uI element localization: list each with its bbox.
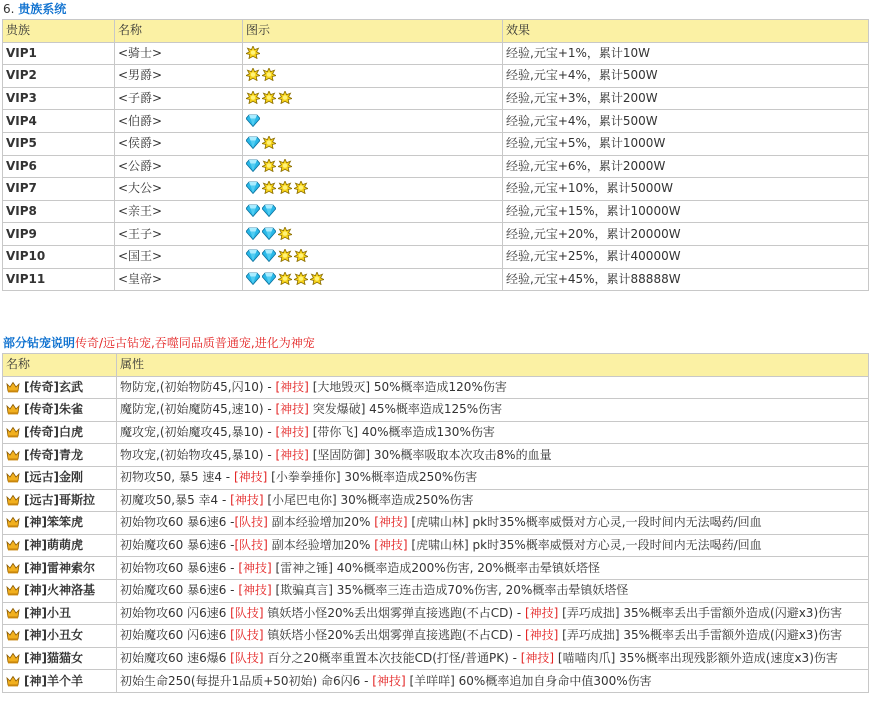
- pet-header-cell: 名称: [3, 354, 117, 377]
- attribute-text: [雷神之锤] 40%概率造成200%伤害, 20%概率击晕镇妖塔怪: [271, 560, 600, 575]
- table-row: [3, 200, 869, 223]
- pet-name-label: [神]笨笨虎: [24, 515, 83, 530]
- pet-name-label: [神]雷神索尔: [24, 560, 95, 575]
- attribute-text: [弄巧成拙] 35%概率丢出手雷额外造成(闪避x3)伤害: [558, 605, 843, 620]
- pet-name: [3, 557, 117, 580]
- attribute-text: 初魔攻50,暴5 幸4 -: [120, 492, 231, 507]
- vip-badges: [243, 87, 503, 110]
- vip-level: VIP3: [3, 87, 115, 110]
- pet-attributes: [117, 512, 869, 535]
- crown-icon: [6, 629, 20, 641]
- attribute-text: 初始生命250(每提升1品质+50初始) 命6闪6 -: [120, 673, 373, 688]
- gold-star-icon: [278, 91, 292, 104]
- pet-name: [3, 647, 117, 670]
- attribute-text: [羊咩咩] 60%概率追加自身命中值300%伤害: [405, 673, 652, 688]
- gold-star-icon: [278, 249, 292, 262]
- skill-tag: [神技]: [275, 447, 309, 462]
- pet-attributes: [117, 489, 869, 512]
- table-row: [3, 421, 869, 444]
- gold-star-icon: [262, 91, 276, 104]
- vip-level: VIP4: [3, 110, 115, 133]
- vip-badges: [243, 42, 503, 65]
- gold-star-icon: [246, 91, 260, 104]
- crown-icon: [6, 562, 20, 574]
- table-row: [3, 245, 869, 268]
- crown-icon: [6, 403, 20, 415]
- pet-attributes: [117, 670, 869, 693]
- vip-table: [2, 19, 869, 291]
- pet-name: [3, 444, 117, 467]
- skill-tag: [队技]: [234, 515, 268, 530]
- vip-badges: [243, 268, 503, 291]
- table-row: [3, 647, 869, 670]
- attribute-text: 初始魔攻60 暴6速6 -: [120, 538, 235, 553]
- pet-name-label: [远古]金刚: [24, 470, 83, 485]
- pet-name: [3, 421, 117, 444]
- skill-tag: [队技]: [230, 651, 264, 666]
- attribute-text: 百分之20概率重置本次技能CD(打怪/普通PK) -: [263, 651, 521, 666]
- vip-effect: 经验,元宝+5%，累计1000W: [503, 132, 869, 155]
- skill-tag: [神技]: [233, 470, 268, 485]
- pet-name: [3, 466, 117, 489]
- blue-diamond-icon: [246, 249, 260, 262]
- vip-effect: 经验,元宝+3%，累计200W: [503, 87, 869, 110]
- pet-name: [3, 625, 117, 648]
- vip-title: <侯爵>: [115, 132, 243, 155]
- skill-tag: [神技]: [275, 425, 309, 440]
- pet-name: [3, 512, 117, 535]
- attribute-text: 突发爆破] 45%概率造成125%伤害: [308, 402, 503, 417]
- skill-tag: [神技]: [520, 651, 555, 666]
- table-row: [3, 534, 869, 557]
- vip-header-cell: 名称: [115, 20, 243, 43]
- crown-icon: [6, 471, 20, 483]
- section-subheading: 传奇/远古钻宠,吞噬同品质普通宠,进化为神宠: [75, 336, 315, 350]
- gold-star-icon: [294, 249, 308, 262]
- skill-tag: [神技]: [374, 515, 408, 530]
- pet-attributes: [117, 625, 869, 648]
- vip-badges: [243, 245, 503, 268]
- pet-name: [3, 579, 117, 602]
- attribute-text: [坚固防御] 30%概率吸取本次攻击8%的血量: [308, 447, 552, 462]
- pet-attributes: [117, 579, 869, 602]
- section-number: 6.: [3, 2, 15, 16]
- vip-badges: [243, 155, 503, 178]
- attribute-text: [喵喵肉爪] 35%概率出现残影额外造成(速度x3)伤害: [554, 651, 838, 666]
- vip-badges: [243, 110, 503, 133]
- vip-header-cell: 效果: [503, 20, 869, 43]
- crown-icon: [6, 539, 20, 551]
- pet-attributes: [117, 557, 869, 580]
- gold-star-icon: [262, 68, 276, 81]
- attribute-text: 初始物攻60 闪6速6: [120, 605, 231, 620]
- vip-level: VIP9: [3, 223, 115, 246]
- gold-star-icon: [294, 181, 308, 194]
- vip-level: VIP7: [3, 178, 115, 201]
- blue-diamond-icon: [246, 204, 260, 217]
- skill-tag: [神技]: [524, 605, 559, 620]
- vip-effect: 经验,元宝+6%，累计2000W: [503, 155, 869, 178]
- table-row: [3, 399, 869, 422]
- vip-level: VIP6: [3, 155, 115, 178]
- table-row: [3, 512, 869, 535]
- attribute-text: 物防宠,(初始物防45,闪10) -: [120, 379, 276, 394]
- crown-icon: [6, 652, 20, 664]
- attribute-text: [欺骗真言] 35%概率三连击造成70%伤害, 20%概率击晕镇妖塔怪: [271, 583, 629, 598]
- vip-effect: 经验,元宝+20%，累计20000W: [503, 223, 869, 246]
- skill-tag: [队技]: [234, 538, 268, 553]
- blue-diamond-icon: [246, 136, 260, 149]
- attribute-text: 初始物攻60 暴6速6 -: [120, 560, 239, 575]
- attribute-text: [带你飞] 40%概率造成130%伤害: [308, 425, 495, 440]
- attribute-text: 初物攻50, 暴5 速4 -: [120, 470, 234, 485]
- vip-title: <王子>: [115, 223, 243, 246]
- table-row: [3, 223, 869, 246]
- attribute-text: 初始魔攻60 暴6速6 -: [120, 583, 239, 598]
- crown-icon: [6, 494, 20, 506]
- vip-level: VIP2: [3, 65, 115, 88]
- pet-attributes: [117, 534, 869, 557]
- attribute-text: 初始物攻60 暴6速6 -: [120, 515, 235, 530]
- vip-title: <大公>: [115, 178, 243, 201]
- crown-icon: [6, 516, 20, 528]
- section-heading: 部分钻宠说明: [3, 336, 76, 350]
- table-row: [3, 268, 869, 291]
- blue-diamond-icon: [262, 227, 276, 240]
- skill-tag: [神技]: [238, 560, 272, 575]
- table-row: [3, 670, 869, 693]
- crown-icon: [6, 381, 20, 393]
- pet-name: [3, 399, 117, 422]
- pet-attributes: [117, 647, 869, 670]
- vip-level: VIP8: [3, 200, 115, 223]
- pet-name-label: [神]萌萌虎: [24, 538, 83, 553]
- vip-level: VIP1: [3, 42, 115, 65]
- pet-table-header: [3, 354, 869, 377]
- vip-title: <骑士>: [115, 42, 243, 65]
- attribute-text: 魔攻宠,(初始魔攻45,暴10) -: [120, 425, 276, 440]
- skill-tag: [神技]: [230, 492, 264, 507]
- crown-icon: [6, 426, 20, 438]
- gold-star-icon: [278, 181, 292, 194]
- pet-attributes: [117, 602, 869, 625]
- pet-table: [2, 353, 869, 693]
- table-row: [3, 579, 869, 602]
- skill-tag: [神技]: [372, 673, 406, 688]
- pet-attributes: [117, 376, 869, 399]
- pet-name-label: [传奇]玄武: [24, 379, 83, 394]
- table-row: [3, 87, 869, 110]
- pet-name-label: [神]羊个羊: [24, 673, 83, 688]
- table-row: [3, 489, 869, 512]
- section-heading: 贵族系统: [18, 2, 67, 16]
- table-row: [3, 110, 869, 133]
- pet-header-cell: 属性: [117, 354, 869, 377]
- skill-tag: [神技]: [374, 538, 408, 553]
- skill-tag: [神技]: [275, 402, 309, 417]
- vip-title: <男爵>: [115, 65, 243, 88]
- attribute-text: [小拳拳捶你] 30%概率造成250%伤害: [267, 470, 478, 485]
- attribute-text: 镇妖塔小怪20%丢出烟雾弹直接逃跑(不占CD) -: [263, 605, 525, 620]
- attribute-text: [虎啸山林] pk时35%概率威慑对方心灵,一段时间内无法喝药/回血: [407, 538, 762, 553]
- blue-diamond-icon: [246, 114, 260, 127]
- blue-diamond-icon: [246, 181, 260, 194]
- crown-icon: [6, 584, 20, 596]
- table-row: [3, 625, 869, 648]
- skill-tag: [神技]: [275, 379, 309, 394]
- skill-tag: [神技]: [524, 628, 559, 643]
- section-title-pets: [3, 336, 315, 350]
- pet-name-label: [传奇]白虎: [24, 425, 83, 440]
- vip-title: <伯爵>: [115, 110, 243, 133]
- vip-title: <公爵>: [115, 155, 243, 178]
- gold-star-icon: [294, 272, 308, 285]
- vip-effect: 经验,元宝+1%，累计10W: [503, 42, 869, 65]
- vip-title: <国王>: [115, 245, 243, 268]
- pet-attributes: [117, 421, 869, 444]
- skill-tag: [神技]: [238, 583, 272, 598]
- crown-icon: [6, 675, 20, 687]
- vip-effect: 经验,元宝+15%，累计10000W: [503, 200, 869, 223]
- table-row: [3, 132, 869, 155]
- attribute-text: 镇妖塔小怪20%丢出烟雾弹直接逃跑(不占CD) -: [263, 628, 525, 643]
- gold-star-icon: [310, 272, 324, 285]
- vip-effect: 经验,元宝+4%，累计500W: [503, 65, 869, 88]
- gold-star-icon: [262, 136, 276, 149]
- vip-badges: [243, 178, 503, 201]
- blue-diamond-icon: [262, 204, 276, 217]
- pet-name: [3, 534, 117, 557]
- gold-star-icon: [278, 272, 292, 285]
- pet-name: [3, 489, 117, 512]
- pet-attributes: [117, 444, 869, 467]
- table-row: [3, 557, 869, 580]
- skill-tag: [队技]: [230, 628, 264, 643]
- table-row: [3, 444, 869, 467]
- vip-badges: [243, 65, 503, 88]
- attribute-text: 物攻宠,(初始物攻45,暴10) -: [120, 447, 276, 462]
- vip-effect: 经验,元宝+45%，累计88888W: [503, 268, 869, 291]
- attribute-text: 魔防宠,(初始魔防45,速10) -: [120, 402, 276, 417]
- vip-badges: [243, 223, 503, 246]
- gold-star-icon: [278, 227, 292, 240]
- pet-name-label: [远古]哥斯拉: [24, 492, 95, 507]
- pet-name-label: [神]猫猫女: [24, 651, 83, 666]
- gold-star-icon: [262, 159, 276, 172]
- vip-title: <亲王>: [115, 200, 243, 223]
- blue-diamond-icon: [262, 272, 276, 285]
- attribute-text: [大地毁灭] 50%概率造成120%伤害: [308, 379, 507, 394]
- table-row: [3, 178, 869, 201]
- table-row: [3, 466, 869, 489]
- vip-badges: [243, 132, 503, 155]
- table-row: [3, 155, 869, 178]
- gold-star-icon: [246, 46, 260, 59]
- table-row: [3, 65, 869, 88]
- skill-tag: [队技]: [230, 605, 264, 620]
- attribute-text: 初始魔攻60 速6爆6: [120, 651, 231, 666]
- section-title-vip: [3, 2, 66, 16]
- vip-title: <子爵>: [115, 87, 243, 110]
- vip-table-header: [3, 20, 869, 43]
- vip-effect: 经验,元宝+10%，累计5000W: [503, 178, 869, 201]
- table-row: [3, 376, 869, 399]
- vip-level: VIP5: [3, 132, 115, 155]
- crown-icon: [6, 607, 20, 619]
- gold-star-icon: [262, 181, 276, 194]
- vip-header-cell: 贵族: [3, 20, 115, 43]
- vip-level: VIP10: [3, 245, 115, 268]
- blue-diamond-icon: [262, 249, 276, 262]
- pet-name: [3, 670, 117, 693]
- attribute-text: [虎啸山林] pk时35%概率威慑对方心灵,一段时间内无法喝药/回血: [407, 515, 762, 530]
- attribute-text: [弄巧成拙] 35%概率丢出手雷额外造成(闪避x3)伤害: [558, 628, 843, 643]
- vip-badges: [243, 200, 503, 223]
- pet-name-label: [传奇]朱雀: [24, 402, 83, 417]
- vip-title: <皇帝>: [115, 268, 243, 291]
- attribute-text: 初始魔攻60 闪6速6: [120, 628, 231, 643]
- crown-icon: [6, 449, 20, 461]
- pet-attributes: [117, 399, 869, 422]
- vip-header-cell: 图示: [243, 20, 503, 43]
- vip-effect: 经验,元宝+4%，累计500W: [503, 110, 869, 133]
- pet-name-label: [神]小丑女: [24, 628, 83, 643]
- table-row: [3, 42, 869, 65]
- pet-name: [3, 602, 117, 625]
- pet-attributes: [117, 466, 869, 489]
- vip-level: VIP11: [3, 268, 115, 291]
- gold-star-icon: [278, 159, 292, 172]
- blue-diamond-icon: [246, 159, 260, 172]
- pet-name: [3, 376, 117, 399]
- pet-name-label: [神]小丑: [24, 605, 71, 620]
- gold-star-icon: [246, 68, 260, 81]
- attribute-text: [小尾巴电你] 30%概率造成250%伤害: [263, 492, 474, 507]
- pet-name-label: [神]火神洛基: [24, 583, 95, 598]
- attribute-text: 副本经验增加20%: [267, 515, 375, 530]
- vip-effect: 经验,元宝+25%，累计40000W: [503, 245, 869, 268]
- attribute-text: 副本经验增加20%: [267, 538, 375, 553]
- blue-diamond-icon: [246, 272, 260, 285]
- blue-diamond-icon: [246, 227, 260, 240]
- table-row: [3, 602, 869, 625]
- pet-name-label: [传奇]青龙: [24, 447, 83, 462]
